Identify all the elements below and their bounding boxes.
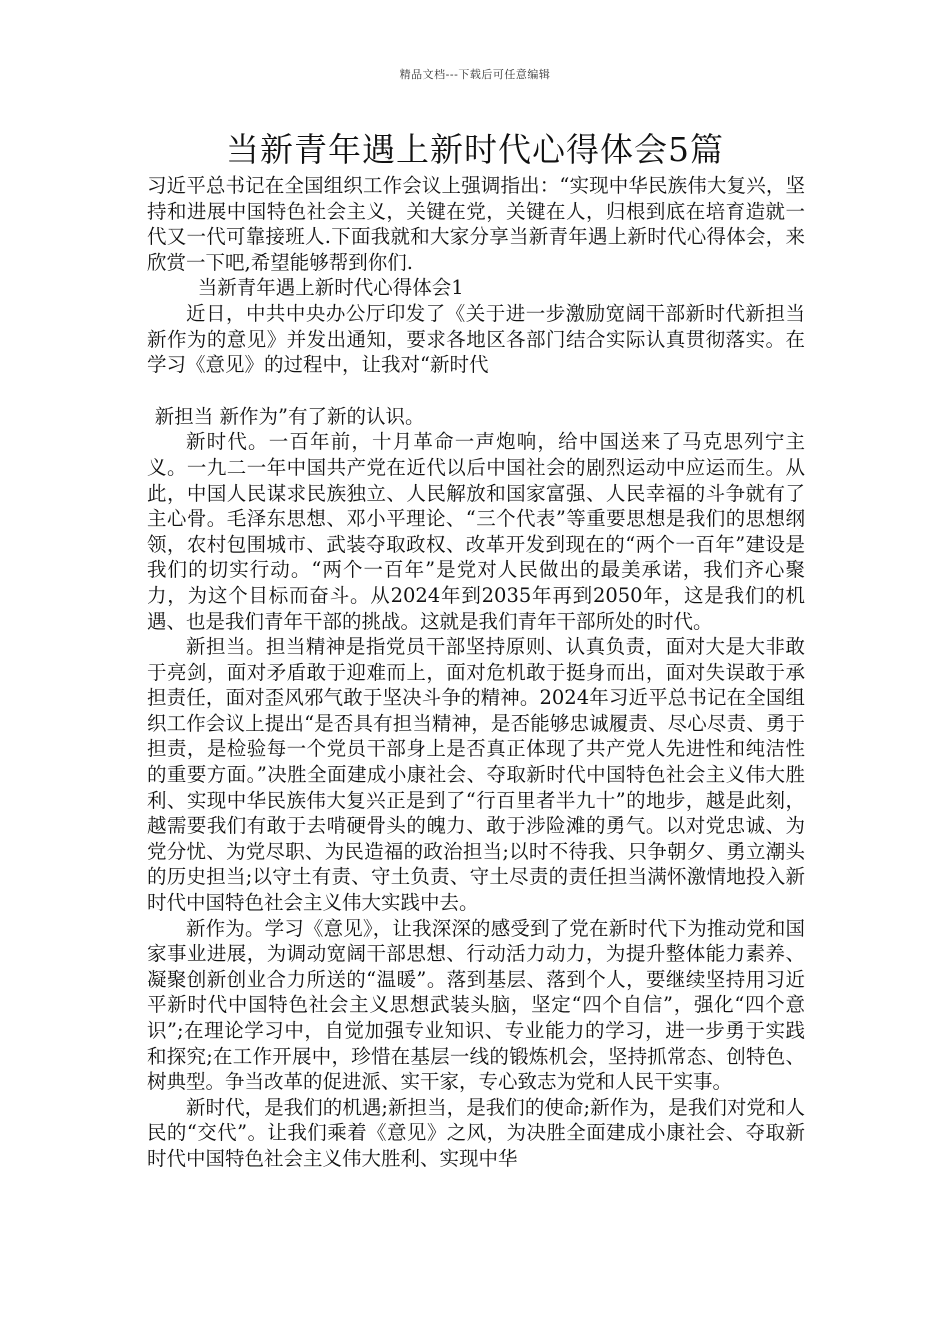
intro-paragraph: 习近平总书记在全国组织工作会议上强调指出：“实现中华民族伟大复兴，坚持和进展中国特色社会主义，关键在党，关键在人，归根到底在培育造就一代又一代可靠接班人.下面我就和大家分享当新青年遇上新时代心得体会，来欣赏一下吧,希望能够帮到你们. — [147, 174, 805, 274]
section-title: 当新青年遇上新时代心得体会1 — [197, 276, 464, 300]
paragraph-1: 近日，中共中央办公厅印发了《关于进一步激励宽阔干部新时代新担当新作为的意见》并发出通知，要求各地区各部门结合实际认真贯彻落实。在学习《意见》的过程中，让我对“新时代 — [147, 301, 805, 377]
paragraph-1-continued: 新担当 新作为”有了新的认识。 — [154, 404, 425, 428]
document-title: 当新青年遇上新时代心得体会5篇 — [226, 130, 724, 169]
header-note: 精品文档---下载后可任意编辑 — [399, 68, 551, 81]
paragraph-new-era: 新时代。一百年前，十月革命一声炮响，给中国送来了马克思列宁主义。一九二一年中国共产党在近代以后中国社会的剧烈运动中应运而生。从此，中国人民谋求民族独立、人民解放和国家富强、人民幸福的斗争就有了主心骨。毛泽东思想、邓小平理论、“三个代表”等重要思想是我们的思想纲领，农村包围城市、武装夺取政权、改革开发到现在的“两个一百年”建设是我们的切实行动。“两个一百年”是党对人民做出的最美承诺，我们齐心聚力，为这个目标而奋斗。从2024年到2035年再到2050年，这是我们的机遇、也是我们青年干部的挑战。这就是我们青年干部所处的时代。 — [147, 430, 805, 633]
paragraph-conclusion: 新时代，是我们的机遇;新担当，是我们的使命;新作为，是我们对党和人民的“交代”。让我们乘着《意见》之风，为决胜全面建成小康社会、夺取新时代中国特色社会主义伟大胜利、实现中华 — [147, 1095, 805, 1170]
paragraph-new-achievement: 新作为。学习《意见》，让我深深的感受到了党在新时代下为推动党和国家事业进展，为调动宽阔干部思想、行动活力动力，为提升整体能力素养、凝聚创新创业合力所送的“温暖”。落到基层、落到个人，要继续坚持用习近平新时代中国特色社会主义思想武装头脑，坚定“四个自信”，强化“四个意识”;在理论学习中，自觉加强专业知识、专业能力的学习，进一步勇于实践和探究;在工作开展中，珍惜在基层一线的锻炼机会，坚持抓常态、创特色、树典型。争当改革的促进派、实干家，专心致志为党和人民干实事。 — [147, 916, 805, 1094]
paragraph-new-responsibility: 新担当。担当精神是指党员干部坚持原则、认真负责，面对大是大非敢于亮剑，面对矛盾敢于迎难而上，面对危机敢于挺身而出，面对失误敢于承担责任，面对歪风邪气敢于坚决斗争的精神。2024年习近平总书记在全国组织工作会议上提出“是否具有担当精神，是否能够忠诚履责、尽心尽责、勇于担责，是检验每一个党员干部身上是否真正体现了共产党人先进性和纯洁性的重要方面。”决胜全面建成小康社会、夺取新时代中国特色社会主义伟大胜利、实现中华民族伟大复兴正是到了“行百里者半九十”的地步，越是此刻，越需要我们有敢于去啃硬骨头的魄力、敢于涉险滩的勇气。以对党忠诚、为党分忧、为党尽职、为民造福的政治担当;以时不待我、只争朝夕、勇立潮头的历史担当;以守土有责、守土负责、守土尽责的责任担当满怀激情地投入新时代中国特色社会主义伟大实践中去。 — [147, 635, 805, 915]
document-body — [147, 173, 805, 1172]
